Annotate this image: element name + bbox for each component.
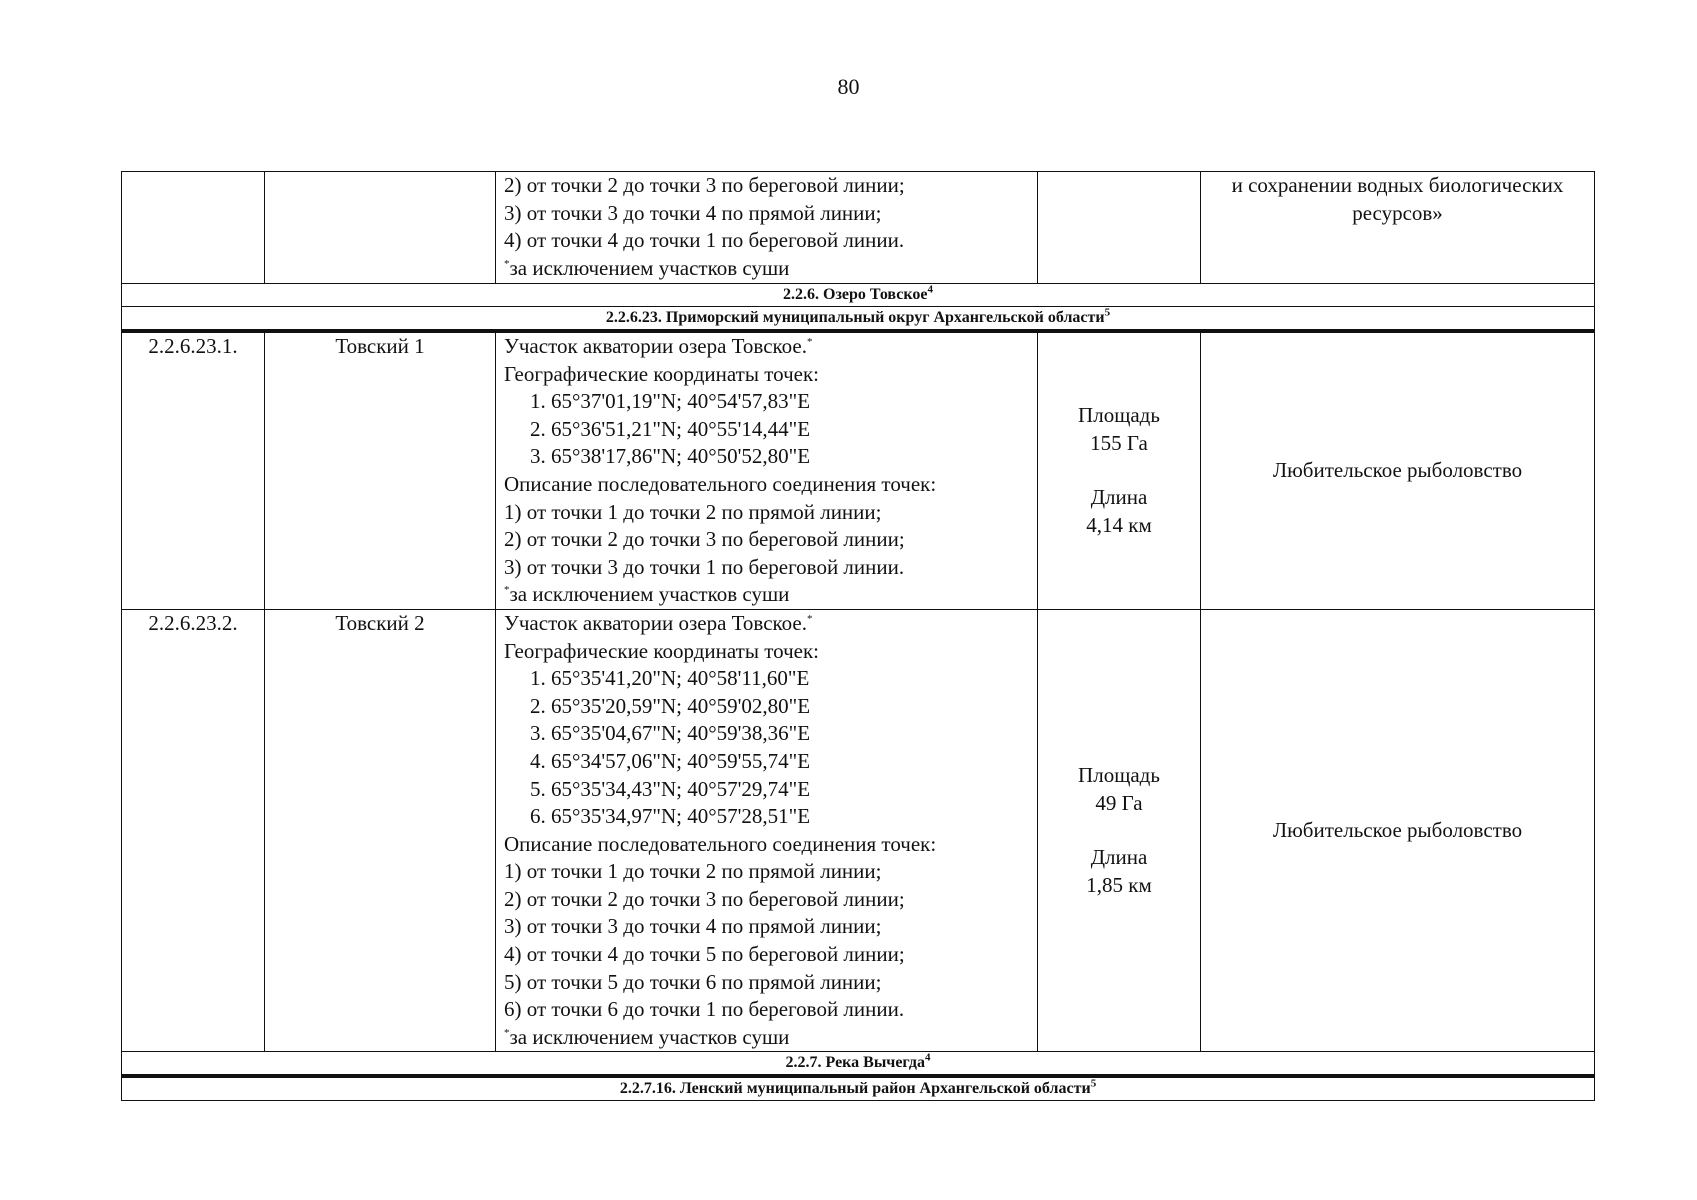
area-label: Площадь	[1078, 763, 1160, 787]
coordinate-point: 3. 65°35'04,67"N; 40°59'38,36"E	[530, 721, 811, 746]
segment-line: 3) от точки 3 до точки 4 по прямой линии;	[504, 200, 882, 225]
length-label: Длина	[1090, 845, 1148, 870]
segment-line: 1) от точки 1 до точки 2 по прямой линии;	[504, 859, 882, 884]
page-number: 80	[837, 74, 860, 99]
area-value: 49 Га	[1095, 790, 1143, 815]
footnote-ref: 5	[1104, 306, 1111, 319]
coordinate-point: 2. 65°36'51,21"N; 40°55'14,44"E	[530, 416, 811, 441]
section-header-river	[122, 1052, 1595, 1077]
area-intro: Участок акватории озера Товское.*	[504, 334, 813, 358]
coordinate-point: 1. 65°35'41,20"N; 40°58'11,60"E	[530, 666, 810, 691]
segment-line: 6) от точки 6 до точки 1 по береговой линии.	[504, 997, 905, 1022]
segment-line: 2) от точки 2 до точки 3 по береговой линии;	[504, 527, 905, 552]
section-title: 2.2.7.16. Ленский муниципальный район Архангельской области	[619, 1080, 1091, 1098]
coordinate-point: 1. 65°37'01,19"N; 40°54'57,83"E	[530, 389, 811, 414]
footnote-mark: *	[504, 257, 510, 270]
length-label: Длина	[1090, 485, 1148, 510]
desc-title: Описание последовательного соединения точек:	[504, 471, 937, 496]
footnote-ref: 4	[927, 283, 933, 296]
section-header-lake	[122, 284, 1595, 307]
segment-line: 5) от точки 5 до точки 6 по прямой линии;	[504, 969, 882, 994]
area-label: Площадь	[1078, 403, 1160, 428]
segment-line: 2) от точки 2 до точки 3 по береговой линии;	[504, 173, 905, 197]
section-title: 2.2.6.23. Приморский муниципальный округ Архангельской области	[605, 309, 1105, 326]
cell-purpose: и сохранении водных биологических ресурсов»	[1201, 172, 1595, 284]
cell-number: 2.2.6.23.1.	[122, 331, 265, 609]
cell-number: 2.2.6.23.2.	[122, 609, 265, 1052]
cell-description	[496, 331, 1038, 609]
desc-title: Описание последовательного соединения точек:	[504, 831, 937, 856]
section-title: 2.2.6. Озеро Товское	[783, 286, 928, 303]
cell-purpose: Любительское рыболовство	[1201, 331, 1595, 609]
cell-name: Товский 1	[265, 331, 496, 609]
cell-purpose: Любительское рыболовство	[1201, 609, 1595, 1052]
segment-line: 3) от точки 3 до точки 4 по прямой линии;	[504, 914, 882, 939]
footnote-ref: 4	[925, 1052, 931, 1065]
table-row	[122, 609, 1595, 1052]
cell-description	[496, 172, 1038, 284]
coordinate-point: 6. 65°35'34,97"N; 40°57'28,51"E	[530, 804, 811, 829]
cell-name: Товский 2	[265, 609, 496, 1052]
cell-description	[496, 609, 1038, 1052]
area-intro: Участок акватории озера Товское.*	[504, 610, 813, 635]
length-value: 1,85 км	[1086, 872, 1152, 897]
segment-line: 1) от точки 1 до точки 2 по прямой линии;	[504, 499, 882, 524]
segment-line: 4) от точки 4 до точки 5 по береговой линии;	[504, 942, 905, 967]
footnote-text: за исключением участков суши	[509, 255, 790, 280]
coordinate-point: 5. 65°35'34,43"N; 40°57'29,74"E	[530, 776, 811, 801]
footnote-line: *за исключением участков суши	[504, 582, 790, 607]
footnote-line: *за исключением участков суши	[504, 1024, 790, 1049]
footnote-ref: 5	[1090, 1078, 1097, 1091]
table-row-continuation	[122, 172, 1595, 284]
coordinate-point: 4. 65°34'57,06"N; 40°59'55,74"E	[530, 748, 811, 773]
footnote-line	[504, 255, 1029, 283]
cell-params	[1038, 609, 1201, 1052]
coordinate-point: 2. 65°35'20,59"N; 40°59'02,80"E	[530, 693, 811, 718]
section-title: 2.2.7. Река Вычегда	[785, 1054, 925, 1072]
area-value: 155 Га	[1090, 430, 1148, 455]
cell-params	[1038, 331, 1201, 609]
fishing-areas-table	[121, 171, 1595, 1101]
coords-title: Географические координаты точек:	[504, 361, 819, 386]
segment-line: 4) от точки 4 до точки 1 по береговой линии.	[504, 228, 905, 253]
cell-name-empty	[265, 172, 496, 284]
coords-title: Географические координаты точек:	[504, 638, 819, 663]
coordinate-point: 3. 65°38'17,86"N; 40°50'52,80"E	[530, 444, 811, 469]
segment-line: 2) от точки 2 до точки 3 по береговой линии;	[504, 886, 905, 911]
section-header-district2	[122, 1076, 1595, 1101]
section-header-district	[122, 307, 1595, 332]
length-value: 4,14 км	[1086, 513, 1152, 538]
cell-number-empty	[122, 172, 265, 284]
segment-line: 3) от точки 3 до точки 1 по береговой линии.	[504, 554, 905, 579]
cell-params-empty	[1038, 172, 1201, 284]
table-row	[122, 331, 1595, 609]
